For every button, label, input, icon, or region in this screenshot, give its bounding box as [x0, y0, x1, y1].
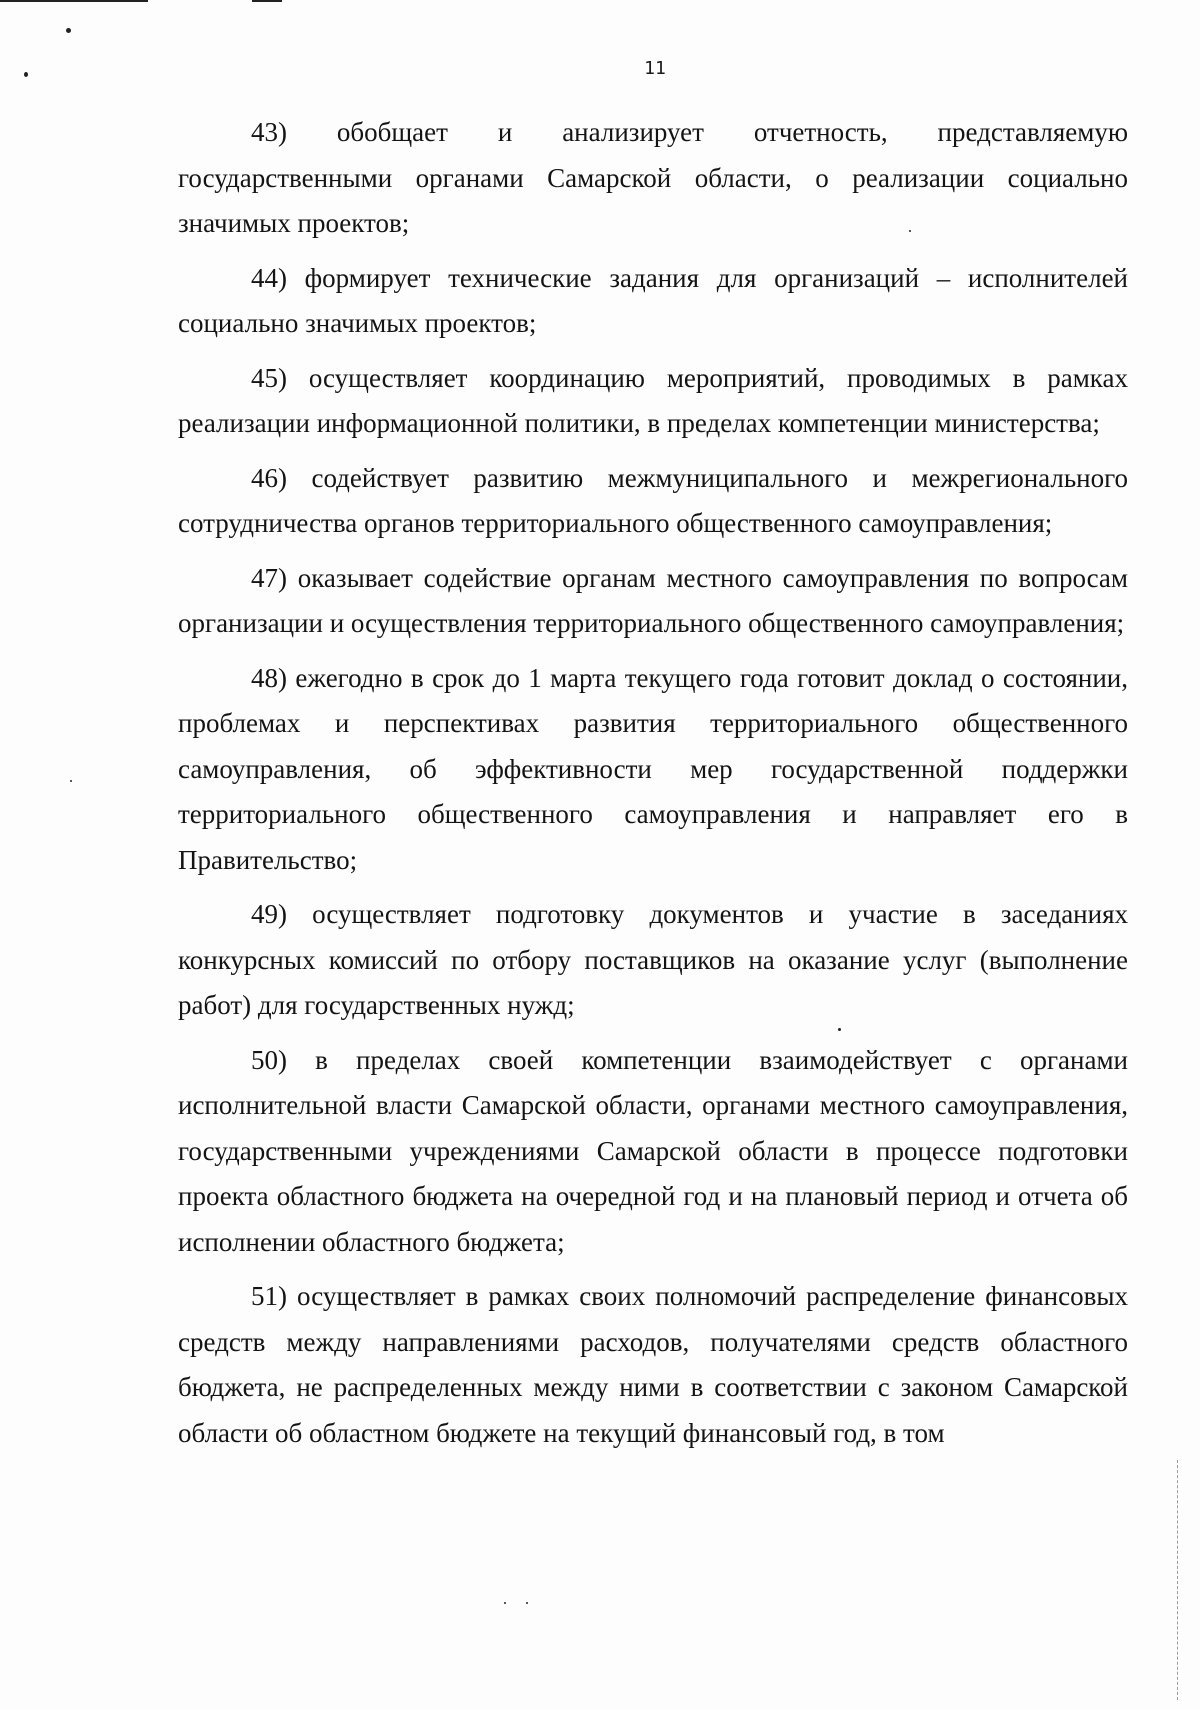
scan-speck	[526, 1602, 528, 1604]
scan-speck	[504, 1602, 506, 1604]
scan-speck	[70, 780, 72, 782]
paragraph-item-50: 50) в пределах своей компетенции взаимодействует с органами исполнительной власти Самарской области, органами местного самоуправления, государственными учреждениями Самарской области в процессе подготовки проекта областного бюджета на очередной год и на плановый период и отчета об исполнении областного бюджета;	[178, 1044, 1128, 1257]
paragraph-item-47: 47) оказывает содействие органам местного самоуправления по вопросам организации и осуществления территориального общественного самоуправления;	[178, 562, 1128, 638]
paragraph-item-48: 48) ежегодно в срок до 1 марта текущего года готовит доклад о состоянии, проблемах и перспективах развития территориального общественного самоуправления, об эффективности мер государственной поддержки территориального общественного самоуправления и направляет его в Правительство;	[178, 662, 1128, 875]
scan-top-rule	[0, 0, 148, 2]
scan-edge-line	[1176, 1460, 1178, 1700]
paragraph-item-45: 45) осуществляет координацию мероприятий, проводимых в рамках реализации информационной политики, в пределах компетенции министерства;	[178, 362, 1128, 438]
paragraph-item-49: 49) осуществляет подготовку документов и участие в заседаниях конкурсных комиссий по отбору поставщиков на оказание услуг (выполнение работ) для государственных нужд;	[178, 899, 1128, 1020]
paragraph-item-46: 46) содействует развитию межмуниципального и межрегионального сотрудничества органов территориального общественного самоуправления;	[178, 462, 1128, 538]
paragraph-item-43: 43) обобщает и анализирует отчетность, представляемую государственными органами Самарской области, о реализации социально значимых проектов;	[178, 117, 1128, 238]
paragraph-item-44: 44) формирует технические задания для организаций – исполнителей социально значимых проектов;	[178, 262, 1128, 338]
paragraph-item-51: 51) осуществляет в рамках своих полномочий распределение финансовых средств между направлениями расходов, получателями средств областного бюджета, не распределенных между ними в соответствии с законом Самарской области об областном бюджете на текущий финансовый год, в том	[178, 1281, 1128, 1448]
scan-top-rule-short	[252, 0, 282, 2]
page-number: 11	[644, 58, 666, 79]
scan-speck	[66, 28, 71, 33]
document-body	[178, 110, 1128, 1465]
